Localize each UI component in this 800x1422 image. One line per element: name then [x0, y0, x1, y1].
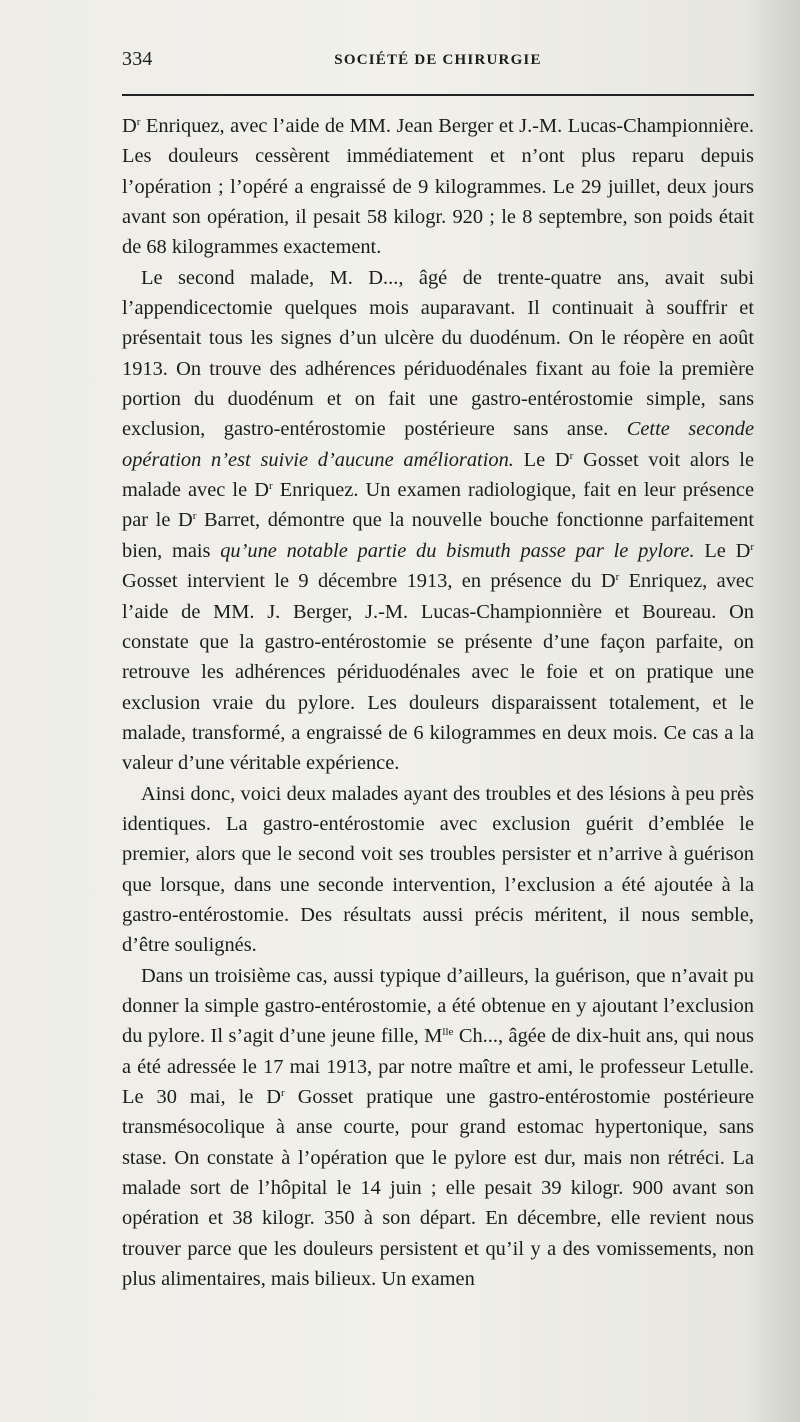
header-rule — [122, 94, 754, 96]
paragraph-2: Le second malade, M. D..., âgé de trente-quatre ans, avait subi l’appendicectomie quelques mois auparavant. Il continuait à souffrir et présentait tous les signes d’un ulcère du duodénum. On le réopère en août 1913. On trouve des adhérences périduodénales fixant au foie la première portion du duodénum et on fait une gastro-entérostomie simple, sans exclusion, gastro-entérostomie postérieure sans anse. Cette seconde opération n’est suivie d’aucune amélioration. Le $D^r$ Gosset voit alors le malade avec le $D^r$ Enriquez. Un examen radiologique, fait en leur présence par le $D^r$ Barret, démontre que la nouvelle bouche fonctionne parfaitement bien, mais qu’une notable partie du bismuth passe par le pylore. Le $D^r$ Gosset intervient le 9 décembre 1913, en présence du $D^r$ Enriquez, avec l’aide de MM. J. Berger, J.-M. Lucas-Championnière et Boureau. On constate que la gastro-entérostomie se présente d’une façon parfaite, on retrouve les adhérences périduodénales avec le foie et on pratique une exclusion vraie du pylore. Les douleurs disparaissent totalement, et le malade, transformé, a engraissé de 6 kilogrammes en deux mois. Ce cas a la valeur d’une véritable expérience. — [122, 266, 755, 775]
paragraph-1: $D^r$ Enriquez, avec l’aide de MM. Jean Berger et J.-M. Lucas-Championnière. Les douleurs cessèrent immédiatement et n’ont plus reparu depuis l’opération ; l’opéré a engraissé de 9 kilogrammes. Le 29 juillet, deux jours avant son opération, il pesait 58 kilogr. 920 ; le 8 septembre, son poids était de 68 kilogrammes exactement. — [122, 115, 754, 259]
page-header — [122, 48, 754, 82]
italic-emphasis: Cette seconde opération n’est suivie d’aucune amélioration. — [122, 418, 754, 471]
italic-emphasis: qu’une notable partie du bismuth passe par le pylore. — [220, 539, 695, 562]
paragraph-3: Ainsi donc, voici deux malades ayant des troubles et des lésions à peu près identiques. La gastro-entérostomie avec exclusion guérit d’emblée le premier, alors que le second voit ses troubles persister et n’arrive à guérison que lorsque, dans une seconde intervention, l’exclusion a été ajoutée à la gastro-entérostomie. Des résultats aussi précis méritent, il nous semble, d’être soulignés. — [122, 782, 754, 957]
running-title: SOCIÉTÉ DE CHIRURGIE — [334, 52, 542, 68]
page-number: 334 — [122, 48, 153, 70]
body-text — [122, 111, 754, 1294]
paragraph-4: Dans un troisième cas, aussi typique d’ailleurs, la guérison, que n’avait pu donner la simple gastro-entérostomie, a été obtenue en y ajoutant l’exclusion du pylore. Il s’agit d’une jeune fille, $M^{lle}$ Ch..., âgée de dix-huit ans, qui nous a été adressée le 17 mai 1913, par notre maître et ami, le professeur Letulle. Le 30 mai, le $D^r$ Gosset pratique une gastro-entérostomie postérieure transmésocolique à anse courte, pour grand estomac hypertonique, sans stase. On constate à l’opération que le pylore est dur, mais non rétréci. La malade sort de l’hôpital le 14 juin ; elle pesait 39 kilogr. 900 avant son opération et 38 kilogr. 350 à son départ. En décembre, elle revient nous trouver parce que les douleurs persistent et qu’il y a des vomissements, non plus alimentaires, mais bilieux. Un examen — [122, 964, 754, 1291]
